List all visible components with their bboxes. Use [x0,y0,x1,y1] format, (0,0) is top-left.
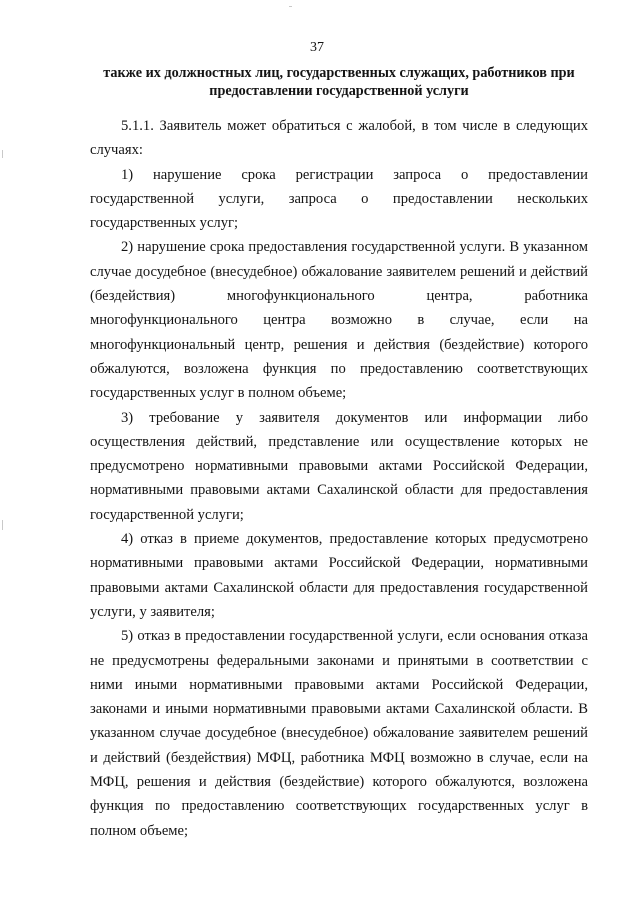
paragraph-item-1: 1) нарушение срока регистрации запроса о предоставлении государственной услуги, запроса о предоставлении нескольких государственных услуг; [90,166,588,232]
scan-artifact [289,6,292,7]
paragraph-item-2: 2) нарушение срока предоставления государственной услуги. В указанном случае досудебное (внесудебное) обжалование заявителем решений и действий (бездействия) многофункционального центра, работника многофункционального центра возможно в случае, если на многофункциональный центр, решения и действия (бездействие) которого обжалуются, возложена функция по предоставлению соответствующих государственных услуг в полном объеме; [90,239,588,402]
paragraph-item-5: 5) отказ в предоставлении государственной услуги, если основания отказа не предусмотрены федеральными законами и принятыми в соответствии с ними иными нормативными правовыми актами Российской Федерации, законами и иными нормативными правовыми актами Сахалинской области. В указанном случае досудебное (внесудебное) обжалование заявителем решений и действий (бездействия) МФЦ, работника МФЦ возможно в случае, если на МФЦ, решения и действия (бездействие) которого обжалуются, возложена функция по предоставлению соответствующих государственных услуг в полном объеме; [90,628,588,839]
paragraph-5-1-1: 5.1.1. Заявитель может обратиться с жалобой, в том числе в следующих случаях: [90,118,588,159]
paragraph-item-4: 4) отказ в приеме документов, предоставление которых предусмотрено нормативными правовыми актами Российской Федерации, нормативными правовыми актами Сахалинской области для предоставления государственной услуги, у заявителя; [90,531,588,620]
body-text [90,114,588,843]
page-number: 37 [310,40,324,55]
scan-artifact [2,150,3,158]
paragraph-item-3: 3) требование у заявителя документов или информации либо осуществления действий, представление или осуществление которых не предусмотрено нормативными правовыми актами Российской Федерации, нормативными правовыми актами Сахалинской области для предоставления государственной услуги; [90,409,588,523]
section-heading: также их должностных лиц, государственных служащих, работников при предоставлении государственной услуги [103,65,575,99]
scan-artifact [2,520,3,530]
